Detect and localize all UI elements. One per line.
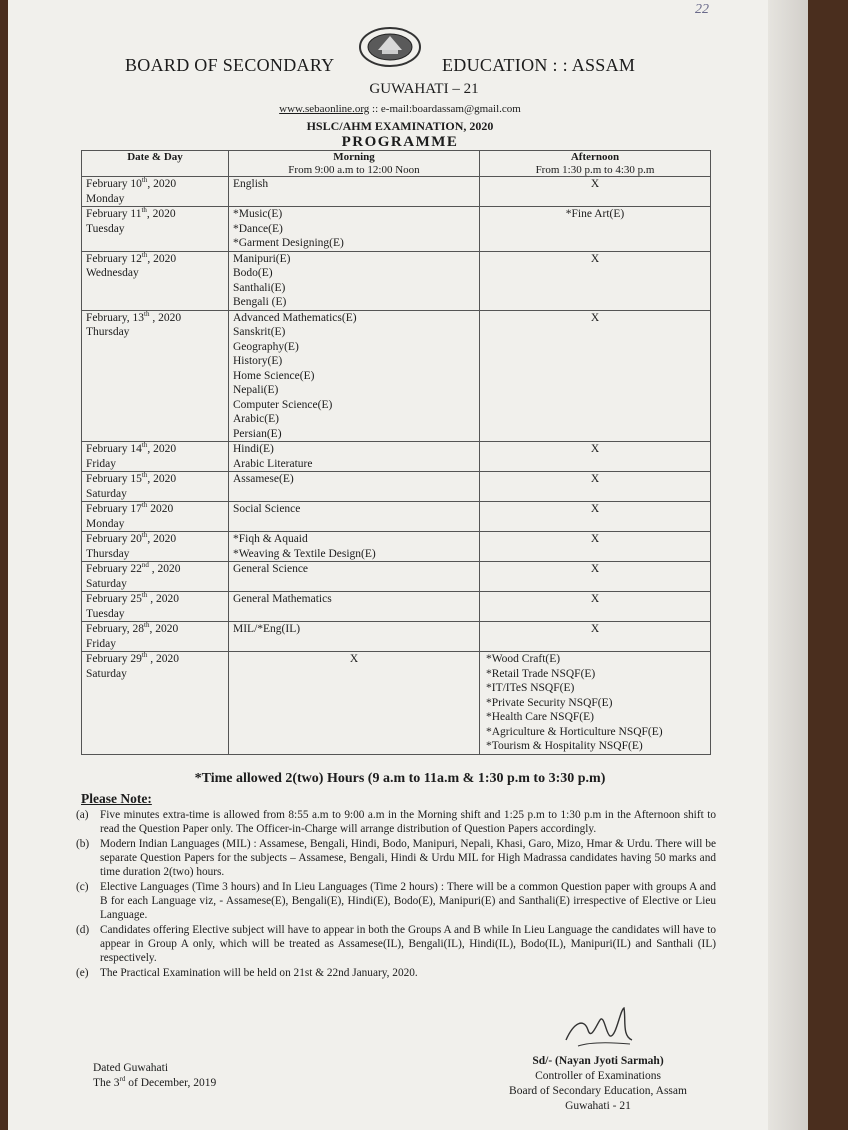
subject-item: X [349,653,359,665]
day-label: Tuesday [86,222,125,235]
day-label: Thursday [86,547,130,560]
signature-image [560,1000,640,1060]
subject-item: *Tourism & Hospitality NSQF(E) [486,740,643,752]
subject-item: *Private Security NSQF(E) [486,696,613,709]
morning-cell [229,502,480,532]
subject-item: Arabic(E) [233,413,279,425]
subject-item: English [233,178,269,190]
subject-item: Hindi(E) [233,443,274,455]
board-city: GUWAHATI – 21 [369,81,479,97]
subject-item: *Dance(E) [233,222,283,235]
signatory-city: Guwahati - 21 [565,1100,631,1112]
subject-item: *Music(E) [233,208,283,220]
date-cell: February 17th 2020 Monday [82,502,229,532]
morning-cell [229,442,480,472]
afternoon-cell [480,592,711,622]
subject-item: X [590,563,600,575]
subject-item: *Agriculture & Horticulture NSQF(E) [486,725,663,738]
subject-item: Manipuri(E) [233,252,291,265]
programme-heading: PROGRAMME [341,134,459,150]
afternoon-cell [480,177,711,207]
exam-schedule-table [81,150,711,755]
table-header-row [82,151,711,177]
subject-item: X [590,623,600,635]
subject-item: General Science [233,563,309,575]
header-afternoon-time: From 1:30 p.m to 4:30 p.m [535,163,655,176]
notes-heading: Please Note: [81,791,152,806]
morning-cell [229,177,480,207]
subject-item: *Health Care NSQF(E) [486,711,594,723]
note-item: (a) Five minutes extra-time is allowed from 8:55 a.m to 9:00 a.m in the Morning shift and 1:25 p.m to 1:30 p.m in the Afternoon shift to read the Question Paper only. The Officer-in-Charge will arrange distribution of Question Papers accordingly. [76,809,716,835]
afternoon-cell [480,562,711,592]
table-row [82,502,711,532]
morning-cell [229,472,480,502]
dated-date: The 3rd of December, 2019 [93,1075,217,1089]
header-afternoon: Afternoon From 1:30 p.m to 4:30 p.m [480,151,711,177]
date-cell: February 29th , 2020 Saturday [82,652,229,755]
morning-cell [229,532,480,562]
date-cell: February, 28th, 2020 Friday [82,622,229,652]
morning-cell [229,622,480,652]
afternoon-cell [480,442,711,472]
note-item: (d) Candidates offering Elective subject will have to appear in both the Groups A and B while In Lieu Language the candidates will have to appear in Group A only, which will be treated as Assamese(IL), Bengali(IL), Hindi(IL), Bodo(IL), Manipuri(IL) and Santhali (IL) respectively. [76,924,716,964]
website-link[interactable]: www.sebaonline.org [279,103,370,115]
subject-item: Bengali (E) [233,296,287,308]
morning-cell [229,251,480,310]
table-row [82,207,711,252]
subject-item: Santhali(E) [233,281,286,294]
table-row [82,310,711,442]
board-name-right: EDUCATION : : ASSAM [442,55,636,75]
subject-item: Arabic Literature [233,457,313,470]
subject-item: *Fiqh & Aquaid [233,533,308,545]
day-label: Monday [86,517,125,530]
header-morning: Morning From 9:00 a.m to 12:00 Noon [229,151,480,177]
table-body [82,177,711,755]
table-row [82,251,711,310]
day-label: Wednesday [86,267,139,279]
subject-item: X [590,311,600,324]
table-row [82,652,711,755]
signatory-title: Controller of Examinations [535,1070,661,1082]
subject-item: X [590,443,600,455]
table-row [82,472,711,502]
date-cell: February 22nd , 2020 Saturday [82,562,229,592]
afternoon-cell [480,207,711,252]
dated-place: Dated Guwahati [93,1062,169,1074]
subject-item: MIL/*Eng(IL) [233,623,301,635]
contact-line [0,103,800,115]
day-label: Saturday [86,667,127,680]
signatory-org: Board of Secondary Education, Assam [509,1085,687,1097]
subject-item: Social Science [233,503,301,515]
morning-cell [229,310,480,442]
day-label: Tuesday [86,607,125,620]
day-label: Friday [86,637,117,650]
subject-item: *IT/ITeS NSQF(E) [486,682,575,694]
subject-item: Advanced Mathematics(E) [233,311,357,324]
paper-edge [768,0,808,1130]
day-label: Thursday [86,326,130,338]
subject-item: X [590,533,600,545]
subject-item: Computer Science(E) [233,398,333,411]
subject-item: Geography(E) [233,340,299,353]
afternoon-cell [480,472,711,502]
signature-block [488,1054,708,1114]
notes-list [76,808,716,981]
day-label: Friday [86,457,117,470]
date-cell: February 20th, 2020 Thursday [82,532,229,562]
subject-item: Assamese(E) [233,473,294,485]
exam-title: HSLC/AHM EXAMINATION, 2020 [306,119,494,133]
afternoon-cell [480,532,711,562]
subject-item: Home Science(E) [233,369,315,382]
subject-item: General Mathematics [233,593,332,605]
email-text: :: e-mail:boardassam@gmail.com [369,103,521,115]
date-cell: February 15th, 2020 Saturday [82,472,229,502]
afternoon-cell [480,251,711,310]
afternoon-cell [480,652,711,755]
afternoon-cell [480,622,711,652]
time-allowed: *Time allowed 2(two) Hours (9 a.m to 11a.m & 1:30 p.m to 3:30 p.m) [194,771,606,786]
subject-item: X [590,178,600,190]
subject-item: *Garment Designing(E) [233,237,344,249]
table-row [82,442,711,472]
day-label: Saturday [86,487,127,500]
subject-item: Nepali(E) [233,384,279,396]
date-cell: February 11th, 2020 Tuesday [82,207,229,252]
date-cell: February 25th , 2020 Tuesday [82,592,229,622]
dated-block [93,1061,216,1091]
day-label: Monday [86,192,125,205]
table-row [82,592,711,622]
subject-item: Sanskrit(E) [233,326,286,338]
subject-item: *Retail Trade NSQF(E) [486,667,596,680]
handwritten-mark: 22 [695,2,709,17]
subject-item: Bodo(E) [233,267,273,279]
subject-item: History(E) [233,355,283,367]
day-label: Saturday [86,577,127,590]
board-name-left: BOARD OF SECONDARY [125,55,335,75]
subject-item: Persian(E) [233,427,282,440]
subject-item: *Fine Art(E) [565,208,625,220]
morning-cell [229,592,480,622]
afternoon-cell [480,310,711,442]
morning-cell [229,652,480,755]
note-item: (c) Elective Languages (Time 3 hours) and In Lieu Languages (Time 2 hours) : There will be a common Question paper with groups A and B for each Language viz, - Assamese(E), Bengali(E), Hindi(E), Bodo(E), Manipuri(E) and Santhali(E) irrespective of Elective or Lieu Language. [76,881,716,921]
table-row [82,562,711,592]
table-row [82,532,711,562]
header-date: Date & Day [82,151,229,177]
signatory-name: Sd/- (Nayan Jyoti Sarmah) [532,1055,664,1067]
date-cell: February 14th, 2020 Friday [82,442,229,472]
date-cell: February, 13th , 2020 Thursday [82,310,229,442]
seba-seal-logo [358,26,422,68]
table-row [82,622,711,652]
date-cell: February 12th, 2020 Wednesday [82,251,229,310]
subject-item: X [590,252,600,265]
subject-item: *Weaving & Textile Design(E) [233,547,376,560]
note-item: (b) Modern Indian Languages (MIL) : Assamese, Bengali, Hindi, Bodo, Manipuri, Nepali, Khasi, Garo, Mizo, Hmar & Urdu. There will be separate Question Papers for the subjects – Assamese, Bengali, Hindi & Urdu MIL for High Madrassa candidates having 50 marks and time duration 2(two) hours. [76,838,716,878]
note-item: (e) The Practical Examination will be held on 21st & 22nd January, 2020. [76,967,418,979]
morning-cell [229,207,480,252]
header-morning-time: From 9:00 a.m to 12:00 Noon [288,163,420,176]
subject-item: X [590,503,600,515]
afternoon-cell [480,502,711,532]
subject-item: *Wood Craft(E) [486,653,561,665]
subject-item: X [590,473,600,485]
date-cell: February 10th, 2020 Monday [82,177,229,207]
morning-cell [229,562,480,592]
subject-item: X [590,593,600,605]
table-row [82,177,711,207]
